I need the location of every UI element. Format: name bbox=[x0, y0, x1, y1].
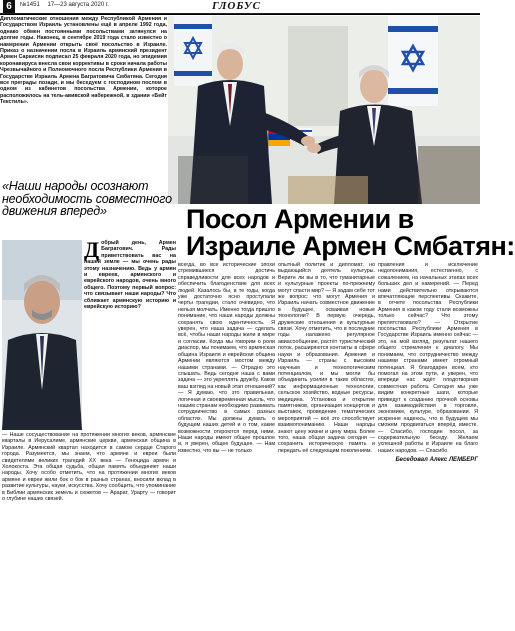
article-column-1-bottom: — Наше сосуществование на протяжении многих веков, армянские кварталы в Иерусалиме, армянские церкви, армянская община в Израиле. Армянский квартал находится в самом сердце Старого города. Разумеется, мы знаем, что армяне и евреи были свидетелями великих трагедий XX века — Геноцида армян и Холокоста. Эта общая судьба, общая память объединяет наши народы. Хочу особо отметить, что на протяжении многих веков армяне и евреи жили бок о бок в разных странах, вносили вклад в развитие культуры, науки, искусства. Хочу сообщить, что упоминание в Библии армянских земель и сюжетов — Арарат, Урарту — говорит о глубине наших связей. bbox=[2, 432, 176, 503]
drop-cap: Д bbox=[84, 237, 100, 262]
portrait-photo bbox=[2, 240, 82, 430]
page-number: 6 bbox=[3, 0, 15, 13]
pull-quote: «Наши народы осознают необходимость совместного движения вперед» bbox=[2, 179, 172, 218]
israel-flag-left-icon bbox=[174, 16, 212, 86]
issue-number: №1451 bbox=[20, 2, 40, 8]
portrait-illustration bbox=[2, 240, 82, 430]
headline-line-1: Посол Армении в bbox=[186, 204, 414, 234]
header-rule bbox=[0, 14, 480, 15]
main-photo bbox=[168, 16, 480, 204]
article-headline bbox=[186, 204, 515, 262]
article-column-3: опытный политик и дипломат, но выдающийся деятель культуры. Верите ли вы в то, что гуманитарные и культурные проекты по-прежнему могут спасти мир? — Я задам себе тот же вопрос: что могут Армения и Израиль начать совместное движение в будущее, осваивая новые технологии? В первую очередь, дружеские отношения и культурные связи. Хочу отметить, что в последние годы налажено регулярное авиасообщение, растёт туристический поток, расширяются контакты в сфере науки и образования. Армения и Израиль — страны с высоким научным и технологическим потенциалом, и мы могли бы объединить усилия в таких областях, как информационные технологии, сельское хозяйство, водные ресурсы, медицина. Установка и открытие памятников, организация концертов и выставок, проведение тематических мероприятий — всё это способствует взаимопониманию. Наши народы знают цену жизни и цену мира. Более того, наша общая задача сегодня — сохранить историческую память и передать её следующим поколениям. bbox=[278, 262, 375, 454]
article-column-1-top bbox=[84, 237, 176, 430]
headline-line-2: Израиле Армен Смбатян: bbox=[186, 231, 515, 261]
photo-illustration bbox=[168, 16, 480, 204]
article-column-2: всегда, во все исторические эпохи стремившиеся достичь справедливости для всех народов и обеспечить благоденствие для всех людей. Казалось бы, в те годы, когда уже достаточно ясно проступали черты трагедии, стало очевидно, что нельзя молчать. Именно тогда пришло понимание, что наши народы должны сохранять свою идентичность. Я уверен, что наша задача — сделать всё, чтобы наши народы жили в мире и согласии. Когда мы говорим о роли диаспор, мы понимаем, что армянская община Израиля и еврейская община Армении являются мостом между нашими странами. — Отрадно это слышать. Ведь сегодня наша с вами задача — это укреплять дружбу. Каков ваш взгляд на новый этап отношений? — Я думаю, что это правильная, логичная и своевременная мысль, что нашим странам необходимо развивать сотрудничество в самых разных областях. Мы должны думать о будущем наших детей и о том, какие возможности откроются перед ними. Наши народы имеют общее прошлое и, я уверен, общее будущее. — Нам известно, что вы — не только bbox=[178, 262, 275, 454]
israel-flag-right-icon bbox=[388, 16, 438, 106]
lead-paragraph: Дипломатические отношения между Республикой Армения и Государством Израиль установлены ещё в апреле 1992 года, однако обмен постоянными посольствами затянулся на долгие годы. Наконец, в сентябре 2019 года стало известно о намерении Армении открыть своё посольство в Израиле. Приказ о назначении посла в Израиль армянский президент Армен Саркисян подписал 25 февраля 2020 года, но эпидемия коронавируса внесла свои коррективы в сроки начала работы Чрезвычайного и Полномочного посла Республики Армения в Государстве Израиль Армена Багратовича Смбатяна. Сегодня все преграды позади, и мы беседуем с господином послом в одном из кабинетов посольства Армении, которое расположилось на тель-авивской набережной, в здании «Бейт Текстиль». bbox=[0, 16, 167, 106]
issue-date: 17—23 августа 2020 г. bbox=[47, 2, 109, 8]
newspaper-brand: ГЛОБУС bbox=[212, 0, 261, 12]
article-column-4 bbox=[378, 262, 478, 631]
article-column-4-text: правления и исключение недопонимания, естественно, с сожалением, на начальных этапах всех больших дел и намерений. — Перед нами действительно открываются впечатляющие перспективы. Скажите, в отчете посольства Республики Армения в каком году стали возможны только сейчас? Что этому препятствовало? — Открытие посольства Республики Армения в Государстве Израиль именно сейчас — это, на мой взгляд, результат нашего общего стремления к диалогу. Мы понимаем, что сотрудничество между нашими странами имеет огромный потенциал. Я благодарен всем, кто помогал на этом пути, и уверен, что впереди нас ждёт плодотворная совместная работа. Сегодня мы уже видим конкретные шаги, которые приведут к созданию прочной основы для взаимодействия в торговле, экономике, культуре, образовании. Я искренне надеюсь, что в будущем мы сможем продвигаться вперёд вместе. — Спасибо, господин посол, за содержательную беседу. Желаем успешной работы в Израиле на благо наших народов. — Спасибо. bbox=[378, 262, 478, 454]
issue-line bbox=[20, 2, 115, 8]
intro-question: обрый день, Армен Багратович. Рады приветствовать вас на нашей земле — мы очень рады этому назначению. Ведь у армян и евреев, армянского и еврейского народов, очень много общего. Поэтому первый вопрос: что связывает наши народы? Что сближает армянскую историю и еврейскую историю? bbox=[84, 240, 176, 311]
article-author: Беседовал Алекс ЛЕМБЕРГ bbox=[395, 457, 478, 464]
